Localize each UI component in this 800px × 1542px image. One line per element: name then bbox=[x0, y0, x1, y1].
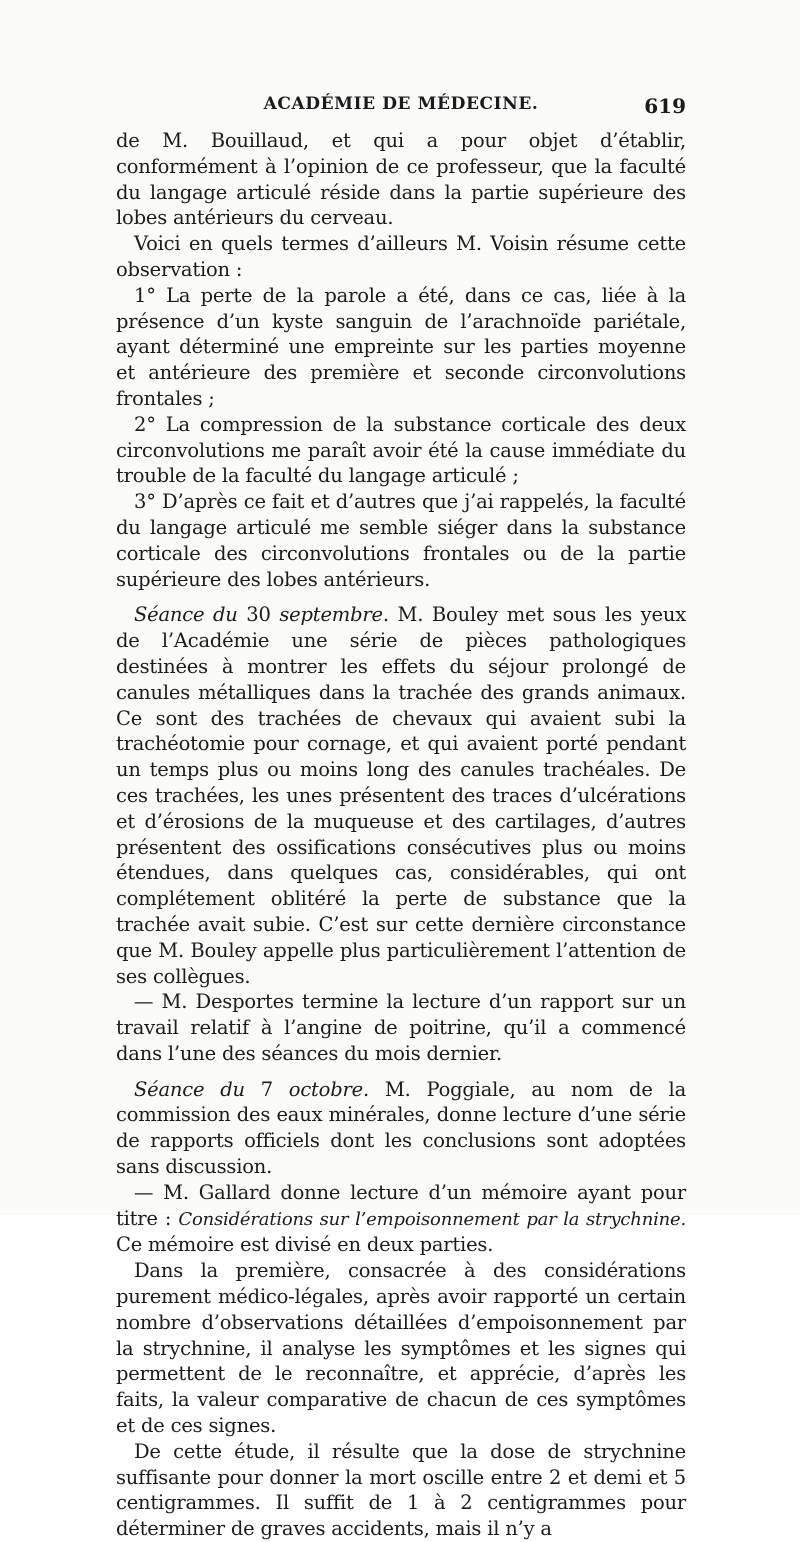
list-item bbox=[116, 489, 686, 592]
text-run: M. Poggiale, au nom de la commission des eaux minérales, donne lecture d’une série de rapports officiels dont les conclusions sont adoptées sans discussion. bbox=[116, 1077, 687, 1179]
text-run: Ce mémoire est divisé en deux parties. bbox=[116, 1233, 494, 1257]
text-run: Voici en quels termes d’ailleurs M. Voisin résume cette observation : bbox=[116, 232, 686, 281]
paragraph-gallard bbox=[116, 1180, 686, 1258]
text-run: — M. Desportes termine la lecture d’un rapport sur un travail relatif à l’angine de poitrine, qu’il a commencé dans l’une des séances du mois dernier. bbox=[116, 990, 686, 1065]
session-month: septembre. bbox=[279, 603, 389, 627]
page-content bbox=[116, 94, 686, 1542]
session-month: octobre. bbox=[288, 1077, 369, 1101]
paragraph-continuation bbox=[116, 128, 686, 231]
paragraph-premiere-partie bbox=[116, 1258, 686, 1439]
running-head bbox=[116, 94, 686, 120]
memoir-title: Considérations sur l’empoisonnement par la strychnine. bbox=[178, 1208, 687, 1230]
session-label: Séance du bbox=[134, 603, 247, 627]
list-item bbox=[116, 283, 686, 412]
paragraph-seance-7-octobre bbox=[116, 1077, 686, 1180]
paragraph-desportes bbox=[116, 989, 686, 1066]
text-run: De cette étude, il résulte que la dose de strychnine suffisante pour donner la mort oscille entre 2 et demi et 5 centigrammes. Il suffit de 1 à 2 centigrammes pour déterminer de graves accidents, mais il n’y a bbox=[116, 1439, 686, 1541]
page-number: 619 bbox=[644, 94, 686, 118]
paragraph-voisin-summary bbox=[116, 231, 686, 283]
session-label: Séance du bbox=[134, 1077, 261, 1101]
text-run: Dans la première, consacrée à des considérations purement médico-légales, après avoir rapporté un certain nombre d’observations détaillées d’empoisonnement par la strychnine, il analyse les symptômes et les signes qui permettent de le reconnaître, et apprécie, d’après les faits, la valeur comparative de chacun de ces symptômes et de ces signes. bbox=[116, 1259, 686, 1438]
paragraph-seance-30-septembre bbox=[116, 602, 686, 989]
text-run: 1° La perte de la parole a été, dans ce cas, liée à la présence d’un kyste sanguin de l’arachnoïde pariétale, ayant déterminé une empreinte sur les parties moyenne et antérieure des première et seconde circonvolutions frontales ; bbox=[116, 283, 686, 410]
text-run: M. Bouley met sous les yeux de l’Académie une série de pièces pathologiques destinées à montrer les effets du séjour prolongé de canules métalliques dans la trachée des grands animaux. Ce sont des trachées de chevaux qui avaient subi la trachéotomie pour cornage, et qui avaient porté pendant un temps plus ou moins long des canules trachéales. De ces trachées, les unes présentent des traces d’ulcérations et d’érosions de la muqueuse et des cartilages, d’autres présentent des ossifications consécutives plus ou moins étendues, dans quelques cas, considérables, qui ont complétement oblitéré la perte de substance que la trachée avait subie. C’est sur cette dernière circonstance que M. Bouley appelle plus particulièrement l’attention de ses collègues. bbox=[116, 603, 686, 988]
session-day: 30 bbox=[246, 603, 280, 627]
list-item bbox=[116, 412, 686, 489]
session-day: 7 bbox=[260, 1077, 289, 1101]
text-run: — M. Gallard donne lecture d’un mémoire ayant pour titre : bbox=[116, 1180, 686, 1230]
paragraph-dose-strychnine bbox=[116, 1439, 686, 1542]
text-run: de M. Bouillaud, et qui a pour objet d’établir, conformément à l’opinion de ce professeur, que la faculté du langage articulé réside dans la partie supérieure des lobes antérieurs du cerveau. bbox=[116, 129, 686, 230]
text-run: 2° La compression de la substance corticale des deux circonvolutions me paraît avoir été la cause immédiate du trouble de la faculté du langage articulé ; bbox=[116, 412, 686, 488]
running-title: ACADÉMIE DE MÉDECINE. bbox=[263, 94, 539, 114]
text-run: 3° D’après ce fait et d’autres que j’ai rappelés, la faculté du langage articulé me semble siéger dans la substance corticale des circonvolutions frontales ou de la partie supérieure des lobes antérieurs. bbox=[116, 490, 686, 591]
